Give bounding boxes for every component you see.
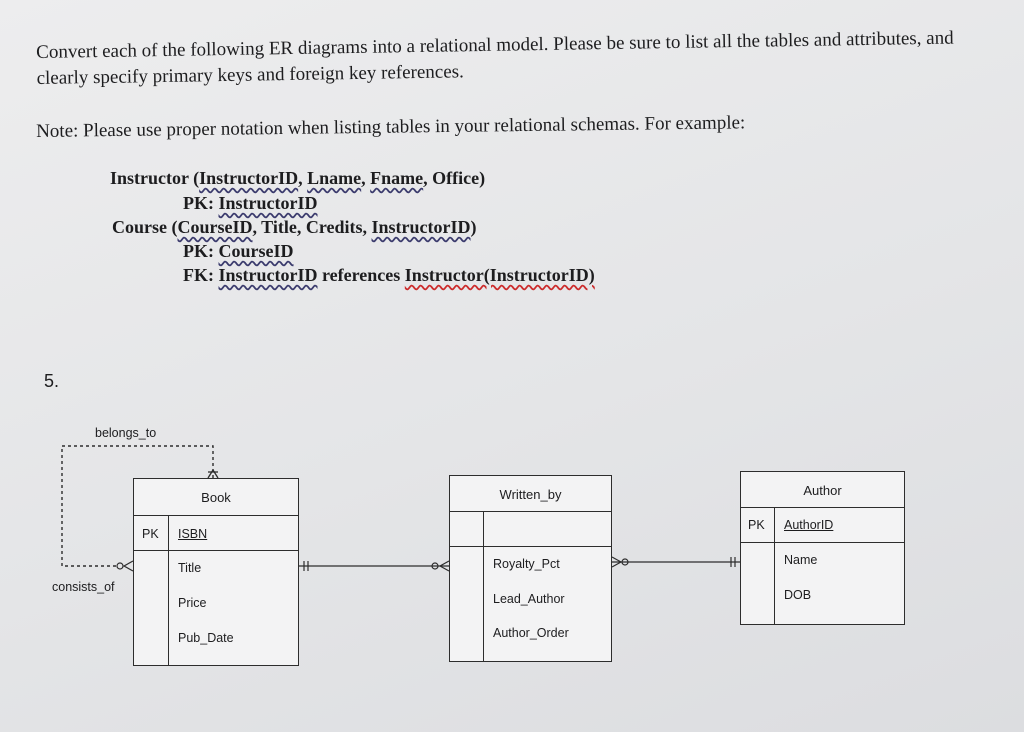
example-course-fk-attr: InstructorID	[371, 217, 471, 237]
example-fk-references: references	[317, 265, 405, 285]
instructions-text: Convert each of the following ER diagrams into a relational model. Please be sure to list all the tables and attributes, and clearly specify primary keys and foreign key references.	[36, 27, 954, 89]
example-fk-label: FK:	[183, 265, 219, 285]
written-by-entity-title: Written_by	[499, 487, 562, 502]
relationship-consists-of-label: consists_of	[52, 580, 115, 594]
written-by-attribute: Lead_Author	[493, 592, 565, 606]
written-by-attribute: Royalty_Pct	[493, 557, 560, 571]
divider	[450, 546, 611, 547]
author-pk-label: PK	[748, 518, 765, 532]
divider	[168, 515, 169, 665]
divider	[741, 507, 904, 508]
example-sep: ,	[361, 168, 371, 188]
written-by-attribute: Author_Order	[493, 626, 569, 640]
author-entity	[740, 471, 905, 625]
book-entity-title: Book	[201, 490, 231, 505]
example-pk-label: PK:	[183, 193, 219, 213]
book-attribute: Price	[178, 596, 207, 610]
example-course-mid: , Title, Credits,	[252, 217, 372, 237]
example-course-pk-value: CourseID	[218, 241, 294, 261]
author-entity-title: Author	[803, 483, 842, 498]
example-sep: ,	[298, 168, 308, 188]
example-course-close: )	[470, 217, 477, 237]
book-attribute: Pub_Date	[178, 631, 234, 645]
divider	[741, 542, 904, 543]
example-lname: Lname	[307, 168, 362, 188]
book-entity	[133, 478, 299, 666]
example-fk-target: Instructor(InstructorID)	[404, 265, 595, 285]
example-fk-attr: InstructorID	[218, 265, 318, 285]
book-pk-attribute: ISBN	[178, 527, 208, 541]
example-fname: Fname	[370, 168, 424, 188]
note-text: Note: Please use proper notation when listing tables in your relational schemas. For example:	[36, 112, 746, 142]
zero-circle-icon	[117, 563, 123, 569]
crows-foot-icon	[124, 561, 133, 571]
divider	[450, 511, 611, 512]
divider	[774, 507, 775, 624]
example-course-label: Course (	[112, 217, 178, 237]
example-instructor-pk-value: InstructorID	[218, 193, 318, 213]
author-attribute: DOB	[784, 588, 812, 602]
question-number: 5.	[44, 371, 60, 391]
author-pk-attribute: AuthorID	[784, 518, 834, 532]
example-pk-label: PK:	[183, 241, 219, 261]
relationship-belongs-to-label: belongs_to	[95, 426, 157, 440]
author-attribute: Name	[784, 553, 818, 567]
example-instructor-pk-attr: InstructorID	[199, 168, 299, 188]
divider	[134, 515, 298, 516]
book-pk-label: PK	[142, 527, 159, 541]
example-course-pk-attr: CourseID	[177, 217, 253, 237]
book-attribute: Title	[178, 561, 202, 575]
example-instructor-label: Instructor (	[110, 168, 200, 188]
divider	[483, 511, 484, 661]
divider	[134, 550, 298, 551]
written-by-entity	[449, 475, 612, 662]
example-instructor-rest: , Office)	[423, 168, 486, 188]
